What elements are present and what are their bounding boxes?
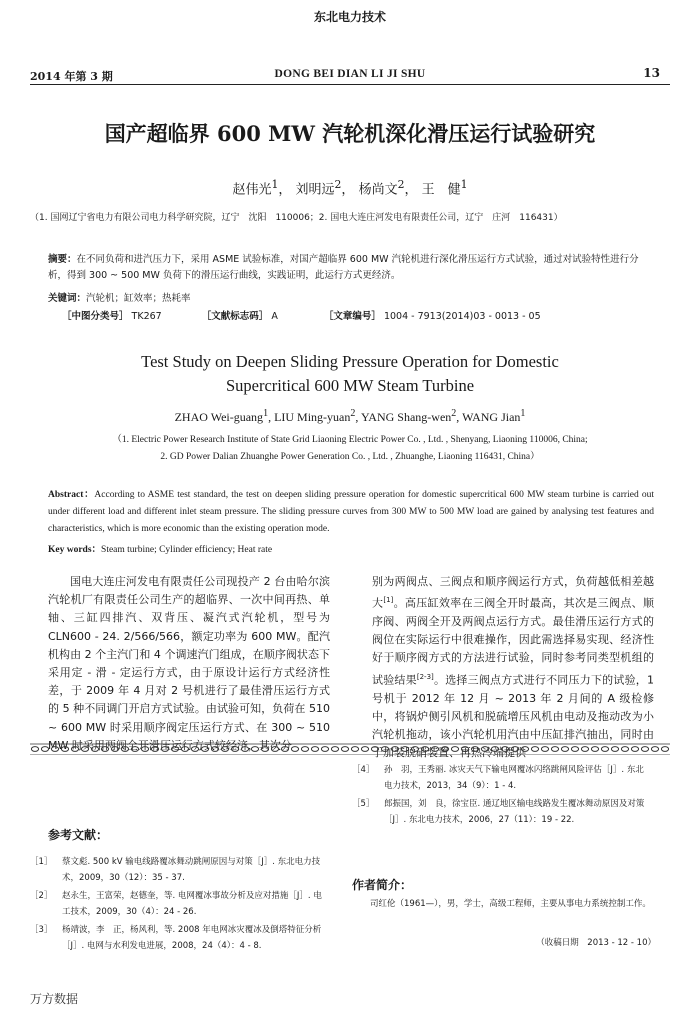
reference-number: ［2］ (30, 891, 53, 901)
keywords-cn (48, 290, 191, 304)
author-cn: 赵伟光 (232, 182, 272, 198)
body-right-text-c: 。选择三阀点方式进行不同压力下的试验，1 号机于 2012 年 12 月 ~ 2013 年 2 月间的 A 级检修中，将锅炉侧引风机和脱硫增压风机由电动及拖动改为小汽轮机拖动，该小汽轮机用汽由中压缸排汽抽出，同时由 (372, 673, 655, 741)
author-sup: 1 (520, 408, 526, 419)
reference-text: 赵永生，王富荣，赵德奎，等. 电网覆冰事故分析及应对措施［J］. 电工技术，2009，30（4）：24 - 26. (62, 891, 322, 917)
abstract-label-cn: 摘要： (48, 254, 77, 265)
author-sup: 1 (263, 408, 269, 419)
affiliation-en (40, 432, 660, 466)
chain-divider-graphic (30, 742, 670, 755)
reference-item (30, 888, 330, 920)
body-column-right (372, 573, 654, 762)
reference-text: 孙 羽，王秀丽. 冰灾天气下输电网覆冰闪络跳闸风险评估［J］. 东北电力技术，2013，34（9）：1 - 4. (384, 765, 644, 791)
ornamental-divider (30, 741, 670, 755)
article-number-label: ［文章编号］ (323, 311, 381, 322)
author-sup: 1 (271, 178, 279, 191)
citation-1: [1] (383, 596, 394, 605)
author-cn: 杨尚文 (358, 182, 398, 198)
reference-item (352, 762, 652, 794)
author-en: WANG Jian (462, 410, 521, 424)
clc-label: ［中图分类号］ (62, 311, 129, 322)
citation-2-3: [2-3] (416, 672, 434, 681)
author-sup: 2 (451, 408, 457, 419)
author-en: LIU Ming-yuan (274, 410, 351, 424)
author-intro-heading: 作者简介： (352, 878, 413, 892)
author-en: YANG Shang-wen (360, 410, 452, 424)
references-left (30, 854, 330, 956)
journal-name-en: DONG BEI DIAN LI JI SHU (274, 68, 426, 80)
issue-label: 2014 年第 3 期 (30, 70, 113, 83)
reference-number: ［5］ (352, 799, 375, 809)
doc-code-label: ［文献标志码］ (201, 311, 269, 322)
header-rule (30, 84, 670, 85)
author-sup: 2 (350, 408, 356, 419)
reference-item (352, 796, 652, 828)
author-en: ZHAO Wei-guang (174, 410, 264, 424)
references-heading: 参考文献： (48, 828, 109, 842)
body-column-left: 国电大连庄河发电有限责任公司现投产 2 台由哈尔滨汽轮机厂有限责任公司生产的超临界、一次中间再热、单轴、三缸四排汽、双背压、凝汽式汽轮机，型号为 CLN600 - 24. 2/566/566，额定功率为 600 MW。配汽机构由 2 个主汽门和 4 个调速汽门组成，在顺序阀状态下采用定 - 滑 - 定运行方式，由于原设计运行方式经济性差，于 2009 年 4 月对 2 号机进行了最佳滑压运行方式的 5 种不同调门开启方式试验。由试验可知，负荷在 510 ~ 600 MW 时采用顺序阀定压运行方式、在 300 ~ 510 (48, 575, 330, 734)
article-number-value: 1004 - 7913(2014)03 - 0013 - 05 (383, 311, 541, 322)
keywords-text-en: Steam turbine; Cylinder efficiency; Heat rate (101, 545, 273, 555)
keywords-label-cn: 关键词： (48, 293, 87, 304)
author-sup: 1 (460, 178, 468, 191)
references-right (352, 762, 652, 830)
reference-text: 杨靖波，李 正，杨风利，等. 2008 年电网冰灾覆冰及倒塔特征分析［J］. 电网与水利发电进展，2008，24（4）：4 - 8. (62, 925, 322, 951)
received-date: （收稿日期 2013 - 12 - 10） (536, 938, 656, 948)
reference-text: 蔡文彪. 500 kV 输电线路覆冰舞动跳闸原因与对策［J］. 东北电力技术，2009，30（12）：35 - 37. (62, 857, 321, 883)
keywords-text-cn: 汽轮机；缸效率；热耗率 (86, 293, 191, 304)
abstract-cn (48, 252, 652, 284)
title-en-line1: Test Study on Deepen Sliding Pressure Operation for Domestic (141, 352, 559, 371)
paper-title-en (0, 350, 700, 398)
reference-number: ［1］ (30, 857, 53, 867)
affiliation-en-line1: （1. Electric Power Research Institute of State Grid Liaoning Electric Power Co. , Ltd. , Shenyang, Liaoning 110006, China; (112, 435, 588, 445)
reference-item (30, 854, 330, 886)
reference-text: 郎振国，刘 良，徐宝臣. 通辽地区输电线路发生覆冰舞动原因及对策［J］. 东北电力技术，2006，27（11）：19 - 22. (384, 799, 645, 825)
author-intro-text: 司红伦（1961—），男，学士，高级工程师，主要从事电力系统控制工作。 (370, 899, 651, 909)
abstract-text-cn: 在不同负荷和进汽压力下，采用 ASME 试验标准，对国产超临界 600 MW 汽轮机进行深化滑压运行方式试验，通过对试验特性进行分析，得到 300 ~ 500 MW 负荷下的滑压运行曲线，实践证明，此运行方式更经济。 (48, 254, 639, 281)
page-number: 13 (643, 66, 660, 80)
authors-cn: 赵伟光$^1$， 刘明远$^2$， 杨尚文$^2$， 王 健$^1$ (232, 178, 468, 198)
keywords-label-en: Key words： (48, 545, 102, 555)
author-cn: 刘明远 (295, 182, 335, 198)
clc-value: TK267 (131, 311, 162, 322)
keywords-en (48, 541, 272, 555)
abstract-text-en: According to ASME test standard, the test on deepen sliding pressure operation for domestic supercritical 600 MW steam turbine is carried out under different load and different inlet steam pressure. The sliding pressure curves from 300 MW to 500 MW load are gained by analysing test features and characteristics, which is more economic than the existing operation mode. (48, 490, 654, 534)
affiliation-en-line2: 2. GD Power Dalian Zhuanghe Power Generation Co. , Ltd. , Zhuanghe, Liaoning 116431, China） (160, 452, 540, 462)
author-sup: 2 (397, 178, 405, 191)
affiliation-cn: （1. 国网辽宁省电力有限公司电力科学研究院，辽宁 沈阳 110006；2. 国电大连庄河发电有限责任公司，辽宁 庄河 116431） (30, 213, 563, 223)
author-cn: 王 健 (421, 182, 461, 198)
abstract-en (48, 487, 654, 538)
reference-item (30, 922, 330, 954)
classification-line (62, 308, 652, 322)
author-sup: 2 (334, 178, 342, 191)
reference-number: ［4］ (352, 765, 375, 775)
watermark-wanfang: 万方数据 (30, 992, 79, 1006)
reference-number: ［3］ (30, 925, 53, 935)
body-right-text-a: 别为两阀点、三阀点和顺序阀运行方式，负荷越低相差越大 (372, 575, 654, 610)
doc-code-value: A (271, 311, 278, 322)
journal-name-cn: 东北电力技术 (313, 10, 386, 24)
title-en-line2: Supercritical 600 MW Steam Turbine (225, 376, 475, 395)
authors-en: ZHAO Wei-guang$^1$, LIU Ming-yuan$^2$, YANG Shang-wen$^2$, WANG Jian$^1$ (174, 408, 526, 424)
body-right-text-b: 。高压缸效率在三阀全开时最高，其次是三阀点、顺序阀、两阀全开及两阀点运行方式。最佳滑压运行方式的阀位在实际运行中很难操作，因此需选择易实现、经济性好于顺序阀方式的方法进行试验，同时参考同类型机组的试验结果 (372, 596, 655, 687)
paper-title-cn: 国产超临界 600 MW 汽轮机深化滑压运行试验研究 (104, 121, 596, 146)
abstract-label-en: Abstract： (48, 490, 95, 500)
